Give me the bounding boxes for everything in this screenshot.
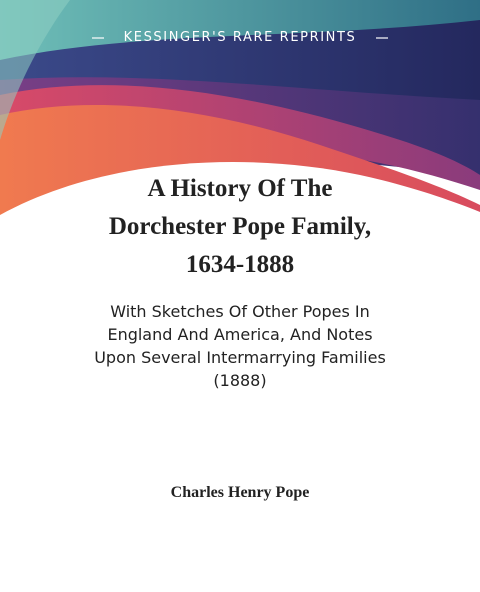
title-line: A History Of The [147, 175, 333, 202]
book-title [40, 170, 440, 284]
subtitle-line: (1888) [213, 371, 267, 390]
book-subtitle [40, 300, 440, 392]
subtitle-line: Upon Several Intermarrying Families [94, 348, 386, 367]
book-author: Charles Henry Pope [170, 484, 310, 501]
subtitle-line: With Sketches Of Other Popes In [110, 302, 370, 321]
title-line: Dorchester Pope Family, [108, 213, 372, 240]
publisher-banner: KESSINGER'S RARE REPRINTS [123, 30, 357, 45]
title-line: 1634-1888 [185, 251, 295, 278]
subtitle-line: England And America, And Notes [107, 325, 373, 344]
